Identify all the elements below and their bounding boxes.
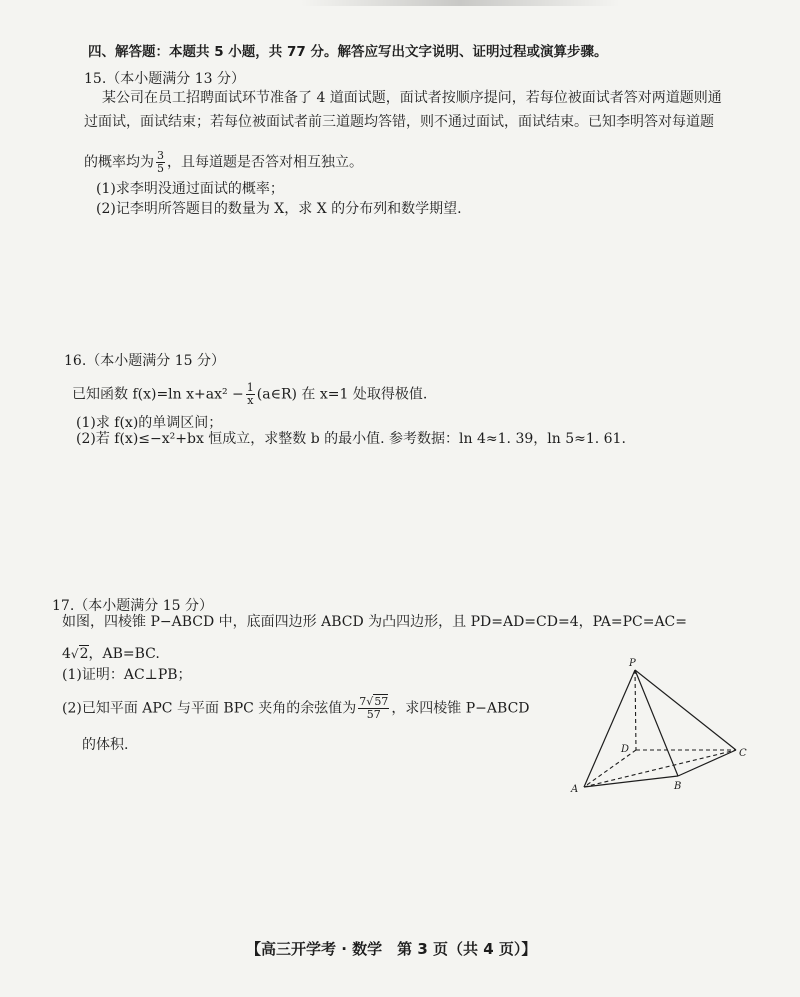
vertex-label-C: C — [739, 748, 747, 759]
q17-frac-num-coef: 7 — [359, 695, 367, 708]
q15-text-line2: 过面试，面试结束；若每位被面试者前三道题均答错，则不通过面试，面试结束。已知李明答对每道题 — [84, 114, 714, 130]
q17-header: 17.（本小题满分 15 分） — [52, 598, 213, 614]
q17-line2-radicand: 2 — [79, 646, 89, 662]
edge-PD-hidden — [635, 670, 636, 750]
q17-line2-coef: 4 — [62, 646, 71, 662]
page-footer: 【高三开学考 · 数学 第 3 页（共 4 页）】 — [246, 940, 537, 958]
edge-AC-hidden — [584, 750, 736, 787]
q17-part2-line2: 的体积. — [82, 737, 129, 753]
edge-PB — [635, 670, 678, 776]
section-description: 本题共 5 小题，共 77 分。解答应写出文字说明、证明过程或演算步骤。 — [169, 44, 608, 60]
q17-part2-post: ，求四棱锥 P−ABCD — [391, 700, 530, 717]
q17-frac-denominator: 57 — [366, 708, 381, 721]
radical-sign: √ — [70, 647, 79, 661]
q15-frac-denominator: 5 — [157, 162, 164, 175]
q15-part2: (2)记李明所答题目的数量为 X，求 X 的分布列和数学期望. — [96, 201, 462, 217]
vertex-label-P: P — [629, 658, 636, 669]
q17-part2-pre: (2)已知平面 APC 与平面 BPC 夹角的余弦值为 — [62, 700, 357, 717]
q15-part1: (1)求李明没通过面试的概率； — [96, 181, 284, 197]
q17-frac-num-radicand: 57 — [374, 695, 389, 708]
q15-header: 15.（本小题满分 13 分） — [84, 71, 245, 87]
q16-part1: (1)求 f(x)的单调区间； — [76, 415, 223, 431]
edge-AB — [584, 776, 678, 787]
q15-line3-post: ，且每道题是否答对相互独立。 — [167, 154, 363, 171]
q16-part2: (2)若 f(x)≤−x²+bx 恒成立，求整数 b 的最小值. 参考数据：ln 4≈1. 39，ln 5≈1. 61. — [76, 431, 626, 447]
q17-text-line1: 如图，四棱锥 P−ABCD 中，底面四边形 ABCD 为凸四边形，且 PD=AD=CD=4，PA=PC=AC= — [62, 614, 687, 630]
q16-line1-pre: 已知函数 f(x)=ln x+ax² − — [72, 386, 244, 403]
vertex-label-B: B — [674, 781, 682, 792]
q16-header: 16.（本小题满分 15 分） — [64, 353, 225, 369]
edge-BC — [678, 750, 736, 776]
radical-sign: √ — [366, 695, 374, 708]
edge-PC — [635, 670, 736, 750]
q16-line1-post: (a∈R) 在 x=1 处取得极值. — [256, 386, 428, 403]
q15-text-line1: 某公司在员工招聘面试环节准备了 4 道面试题，面试者按顺序提问，若每位被面试者答对两道题则通 — [102, 90, 722, 106]
q15-frac-numerator: 3 — [157, 149, 164, 162]
q17-part1: (1)证明：AC⊥PB； — [62, 667, 192, 683]
edge-PA — [584, 670, 635, 787]
vertex-label-A: A — [571, 784, 579, 795]
q17-line2-post: ，AB=BC. — [88, 646, 160, 662]
q16-frac-numerator: 1 — [246, 381, 254, 394]
vertex-label-D: D — [621, 744, 630, 755]
q15-line3-pre: 的概率均为 — [84, 154, 154, 171]
q16-frac-denominator: x — [247, 394, 254, 407]
section-label: 四、解答题： — [88, 44, 169, 60]
